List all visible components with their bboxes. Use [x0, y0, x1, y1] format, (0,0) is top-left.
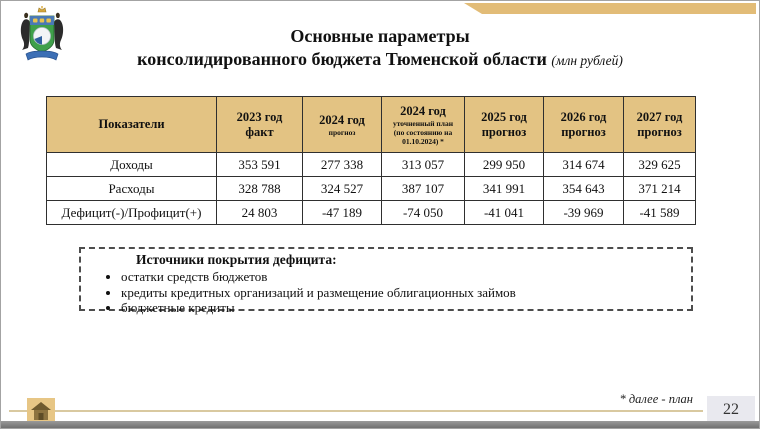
- cell-value: -47 189: [303, 201, 382, 225]
- deficit-sources-box: [79, 247, 693, 315]
- cell-value: -41 589: [624, 201, 696, 225]
- footer-divider-line: [9, 410, 703, 412]
- column-header-2023-fact: 2023 год факт: [217, 97, 303, 153]
- row-label: Расходы: [47, 177, 217, 201]
- title-line-2: консолидированного бюджета Тюменской области (млн рублей): [137, 49, 623, 69]
- column-header-2025-forecast: 2025 год прогноз: [465, 97, 544, 153]
- cell-value: 299 950: [465, 153, 544, 177]
- cell-value: -74 050: [382, 201, 465, 225]
- column-header-2024-plan: 2024 год уточненный план (по состоянию на 01.10.2024) *: [382, 97, 465, 153]
- cell-value: -41 041: [465, 201, 544, 225]
- table-row-deficit: [47, 201, 696, 225]
- cell-value: 329 625: [624, 153, 696, 177]
- cell-value: 353 591: [217, 153, 303, 177]
- cell-value: 341 991: [465, 177, 544, 201]
- page-number: 22: [723, 400, 739, 418]
- table-header-row: [47, 97, 696, 153]
- deficit-sources-list: [81, 269, 691, 316]
- cell-value: 371 214: [624, 177, 696, 201]
- row-label: Дефицит(-)/Профицит(+): [47, 201, 217, 225]
- cell-value: 328 788: [217, 177, 303, 201]
- cell-value: 277 338: [303, 153, 382, 177]
- column-header-2027-forecast: 2027 год прогноз: [624, 97, 696, 153]
- home-icon: [27, 401, 55, 421]
- page-number-badge: [707, 396, 755, 423]
- budget-parameters-table: [46, 96, 696, 225]
- cell-value: 324 527: [303, 177, 382, 201]
- column-header-indicators: Показатели: [47, 97, 217, 153]
- deficit-sources-title: Источники покрытия дефицита:: [136, 252, 337, 267]
- list-item: • остатки средств бюджетов: [121, 269, 691, 285]
- column-header-2026-forecast: 2026 год прогноз: [544, 97, 624, 153]
- gold-accent-band: [464, 3, 756, 14]
- row-label: Доходы: [47, 153, 217, 177]
- footnote: * далее - план: [619, 392, 693, 406]
- column-header-2024-forecast: 2024 год прогноз: [303, 97, 382, 153]
- title-line-1: Основные параметры: [290, 26, 470, 46]
- list-item: • бюджетные кредиты: [121, 300, 691, 316]
- title-units: (млн рублей): [551, 53, 623, 68]
- table-row-expenses: [47, 177, 696, 201]
- cell-value: 387 107: [382, 177, 465, 201]
- bottom-bar: [1, 421, 759, 428]
- page-title: [1, 25, 759, 72]
- list-item: • кредиты кредитных организаций и размещение облигационных займов: [121, 285, 691, 301]
- cell-value: -39 969: [544, 201, 624, 225]
- table-row-incomes: [47, 153, 696, 177]
- cell-value: 24 803: [217, 201, 303, 225]
- cell-value: 313 057: [382, 153, 465, 177]
- cell-value: 354 643: [544, 177, 624, 201]
- cell-value: 314 674: [544, 153, 624, 177]
